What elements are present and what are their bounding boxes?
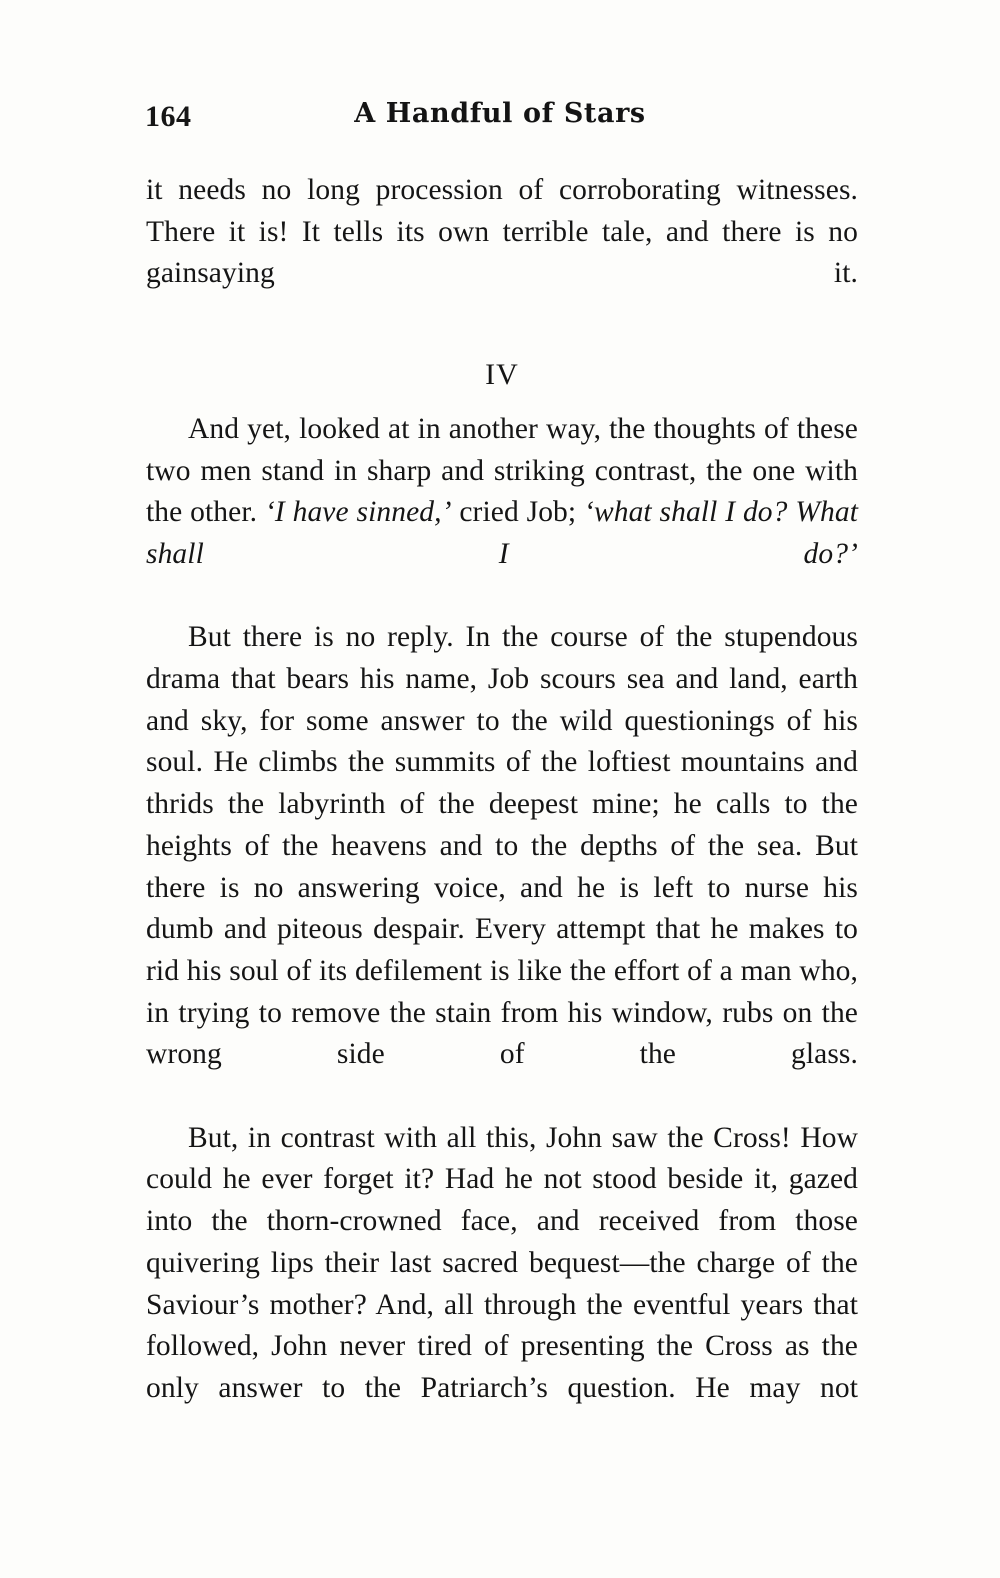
body-text <box>146 170 858 1451</box>
text-run: But, in contrast with all this, John saw the Cross! How could he ever forget it? Had he not stood beside it, gazed into the thorn-crowned face, and received from those quivering lips their last sacred bequest—the charge of the Saviour’s mother? And, all through the eventful years that followed, John never tired of presenting the Cross as the only answer to the Patriarch’s question. He may not <box>146 1121 858 1404</box>
text-run: But there is no reply. In the course of the stupendous drama that bears his name, Job scours sea and land, earth and sky, for some answer to the wild questionings of his soul. He climbs the summits of the loftiest mountains and thrids the labyrinth of the deepest mine; he calls to the heights of the heavens and to the depths of the sea. But there is no answering voice, and he is left to nurse his dumb and piteous despair. Every attempt that he makes to rid his soul of its defilement is like the effort of a man who, in trying to remove the stain from his window, rubs on the wrong side of the glass. <box>146 621 858 1071</box>
text-run: it needs no long procession of corroborating witnesses. There it is! It tells its own terrible tale, and there is no gainsaying it. <box>146 174 858 290</box>
paragraph <box>146 1118 858 1452</box>
page-folio: 164 <box>145 100 192 133</box>
text-run: And yet, looked at in another way, the thoughts of these two men stand in sharp and striking contrast, the one with the other. <box>146 412 858 529</box>
page-header <box>140 98 860 144</box>
section-number: IV <box>485 357 519 391</box>
paragraph <box>146 617 858 1117</box>
running-title: A Handful of Stars <box>354 98 646 129</box>
paragraph <box>146 170 858 337</box>
italic-run: ‘what shall I do? What shall I do?’ <box>146 496 858 570</box>
text-run: cried Job; <box>451 496 585 529</box>
italic-run: ‘I have sinned,’ <box>264 496 452 529</box>
paragraph <box>146 409 858 618</box>
